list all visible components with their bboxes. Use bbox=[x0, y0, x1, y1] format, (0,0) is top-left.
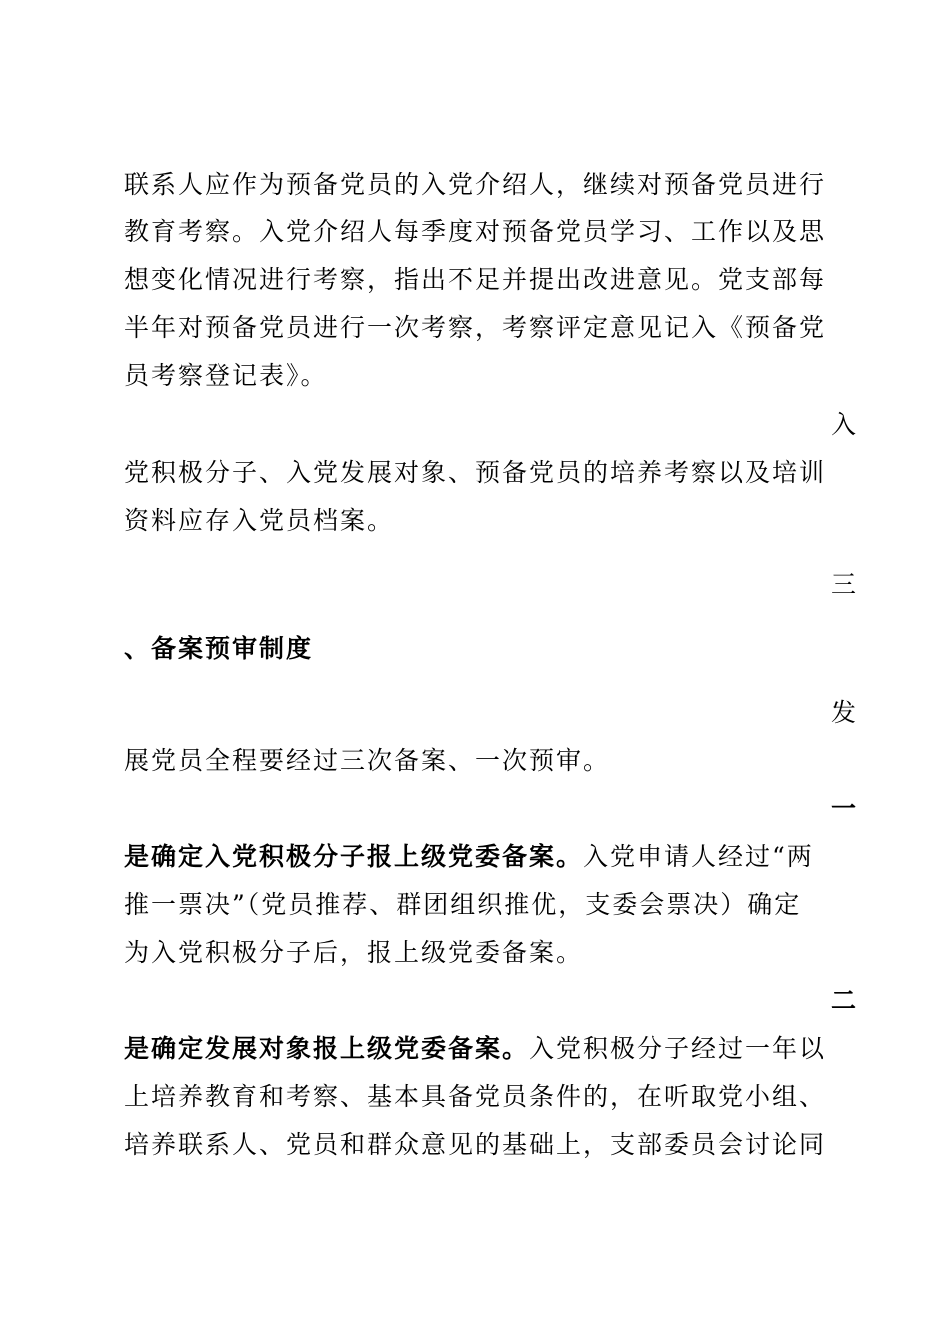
item-number: 一 bbox=[830, 794, 856, 823]
text-line: 员考察登记表》。 bbox=[124, 361, 328, 390]
section-heading: 、备案预审制度 bbox=[124, 634, 314, 663]
text-line: 联系人应作为预备党员的入党介绍人，继续对预备党员进行 bbox=[124, 170, 827, 199]
text-run: 入党申请人经过“两 bbox=[583, 842, 814, 871]
text-line: 推一票决”（党员推荐、群团组织推优，支委会票决）确定 bbox=[124, 890, 802, 919]
paragraph-lead-char: 入 bbox=[830, 410, 856, 439]
paragraph-lead-char: 发 bbox=[830, 698, 856, 727]
text-line: 想变化情况进行考察，指出不足并提出改进意见。党支部每 bbox=[124, 265, 827, 294]
text-line: 培养联系人、党员和群众意见的基础上，支部委员会讨论同 bbox=[124, 1130, 827, 1159]
text-line: 资料应存入党员档案。 bbox=[124, 506, 395, 535]
item-number: 二 bbox=[830, 986, 856, 1015]
section-number: 三 bbox=[830, 570, 856, 599]
text-line: 展党员全程要经过三次备案、一次预审。 bbox=[124, 746, 611, 775]
item-heading: 是确定发展对象报上级党委备案。 bbox=[124, 1034, 530, 1063]
text-line: 上培养教育和考察、基本具备党员条件的，在听取党小组、 bbox=[124, 1082, 827, 1111]
text-line bbox=[124, 1033, 830, 1065]
text-line: 党积极分子、入党发展对象、预备党员的培养考察以及培训 bbox=[124, 458, 827, 487]
text-line: 教育考察。入党介绍人每季度对预备党员学习、工作以及思 bbox=[124, 217, 827, 246]
text-run: 入党积极分子经过一年以 bbox=[529, 1034, 827, 1063]
text-line: 为入党积极分子后，报上级党委备案。 bbox=[124, 938, 584, 967]
item-heading: 是确定入党积极分子报上级党委备案。 bbox=[124, 842, 584, 871]
text-line bbox=[124, 841, 830, 873]
text-line: 半年对预备党员进行一次考察，考察评定意见记入《预备党 bbox=[124, 313, 827, 342]
